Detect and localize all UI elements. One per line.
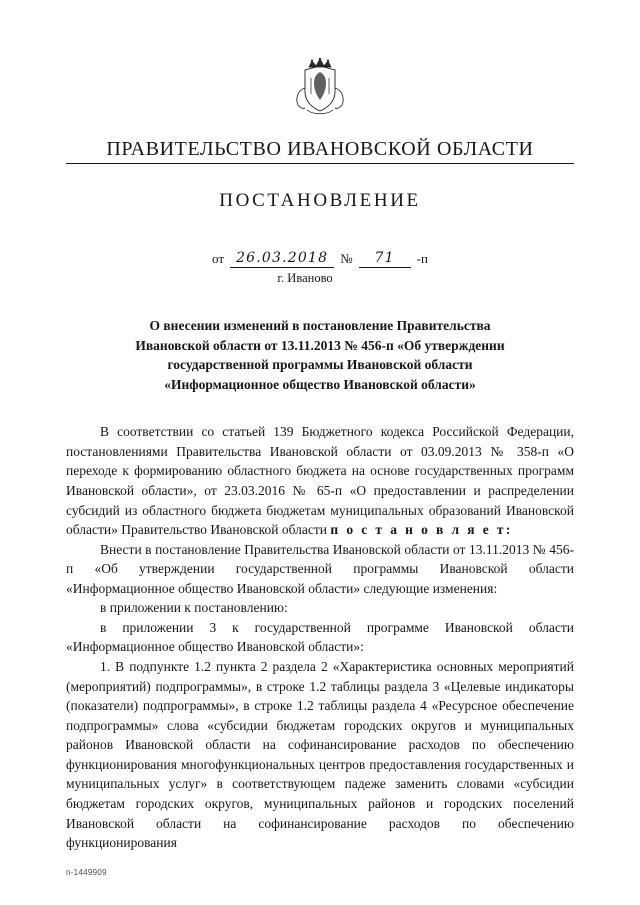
body-paragraph-5: 1. В подпункте 1.2 пункта 2 раздела 2 «Характеристика основных мероприятий (мероприятий) подпрограммы», в строке 1.2 таблицы раздела 3 «Целевые индикаторы (показатели) подпрограммы», в строке 1.2 таблицы раздела 4 «Ресурсное обеспечение подпрограммы» слова «субсидии бюджетам городских округов и муниципальных районов Ивановской области на софинансирование расходов по обеспечению функционирования многофункциональных центров предоставления государственных и муниципальных услуг» в соответствующем падеже заменить словами «субсидии бюджетам городских округов, муниципальных районов и городских поселений Ивановской области на софинансирование расходов по обеспечению функционирования (66, 659, 574, 851)
body-paragraph-4: в приложении 3 к государственной программе Ивановской области «Информационное общество Ивановской области»: (66, 619, 574, 655)
body-paragraph-1-emphasis: п о с т а н о в л я е т: (330, 522, 513, 538)
date-value: 26.03.2018 (230, 250, 334, 268)
city-label: г. Иваново (277, 271, 333, 285)
subject-line-2: Ивановской области от 13.11.2013 № 456-п «Об утверждении (135, 337, 505, 353)
document-body (66, 422, 574, 852)
document-code-stamp: п-1449909 (66, 868, 107, 877)
body-paragraph-3: в приложении к постановлению: (100, 600, 288, 616)
date-label: от (212, 251, 225, 266)
number-label: № (340, 251, 353, 266)
subject-line-1: О внесении изменений в постановление Правительства (149, 318, 491, 333)
document-subject (66, 316, 574, 394)
subject-line-4: «Информационное общество Ивановской области» (164, 376, 476, 392)
date-number-line (66, 250, 574, 268)
ivanovo-oblast-coat-of-arms-icon (289, 58, 351, 116)
number-value: 71 (359, 250, 411, 268)
number-suffix: -п (416, 251, 428, 266)
document-type-heading: ПОСТАНОВЛЕНИЕ (219, 190, 421, 211)
body-paragraph-1-text: В соответствии со статьей 139 Бюджетного кодекса Российской Федерации, постановлениями Правительства Ивановской области от 03.09.2013 № 358-п «О переходе к формированию областного бюджета на основе государственных программ Ивановской области», от 23.03.2016 № 65-п «О предоставлении и распределении субсидий из областного бюджета бюджетам муниципальных образований Ивановской области» Правительство Ивановской области (66, 424, 574, 538)
page-title: ПРАВИТЕЛЬСТВО ИВАНОВСКОЙ ОБЛАСТИ (66, 138, 574, 164)
subject-line-3: государственной программы Ивановской области (167, 357, 473, 373)
body-paragraph-2: Внести в постановление Правительства Ивановской области от 13.11.2013 № 456-п «Об утверждении государственной программы Ивановской области «Информационное общество Ивановской области» следующие изменения: (66, 541, 574, 596)
body-paragraph-1 (66, 422, 574, 539)
emblem-container (66, 0, 574, 116)
